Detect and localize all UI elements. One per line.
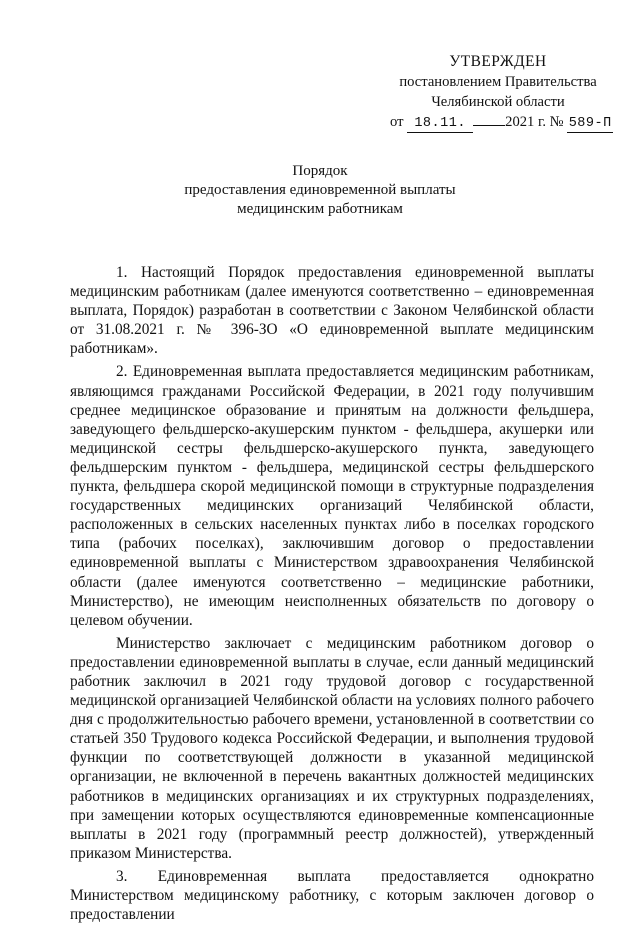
paragraph-4: 3. Единовременная выплата предоставляется однократно Министерством медицинскому работнику, с которым заключен договор о предоставлении [70, 867, 594, 924]
approval-line-government: постановлением Правительства [399, 74, 597, 90]
title-line-1: Порядок [292, 163, 348, 179]
document-title [120, 162, 520, 219]
title-line-2: предоставления единовременной выплаты [184, 182, 456, 198]
paragraph-3: Министерство заключает с медицинским работником договор о предоставлении единовременной выплаты в случае, если данный медицинский работник заключил в 2021 году трудовой договор с государственной медицинской организацией Челябинской области на условиях полного рабочего дня с продолжительностью рабочего времени, установленной в соответствии со статьей 350 Трудового кодекса Российской Федерации, и выполнения трудовой функции по соответствующей должности в указанной медицинской организации, не включенной в перечень вакантных должностей медицинских работников в медицинских организациях и их структурных подразделениях, при замещении которых осуществляются единовременные компенсационные выплаты в 2021 году (программный реестр должностей), утвержденный приказом Министерства. [70, 634, 594, 862]
year-and-number-label: 2021 г. № [505, 114, 564, 130]
paragraph-1: 1. Настоящий Порядок предоставления единовременной выплаты медицинским работникам (далее именуются соответственно – единовременная выплата, Порядок) разработан в соответствии с Законом Челябинской области от 31.08.2021 г. № 396-ЗО «О единовременной выплате медицинским работникам». [70, 264, 594, 358]
approval-dateline [390, 112, 612, 133]
approval-heading: УТВЕРЖДЕН [449, 53, 547, 70]
approval-stamp [390, 52, 612, 133]
title-line-3: медицинским работникам [237, 201, 403, 217]
approval-date: 18.11. [407, 116, 473, 133]
approval-number: 589-П [568, 116, 612, 131]
date-blank [473, 125, 505, 126]
approval-line-region: Челябинской области [431, 94, 565, 110]
document-body [70, 263, 594, 928]
paragraph-2: 2. Единовременная выплата предоставляется медицинским работникам, являющимся гражданами Российской Федерации, в 2021 году получившим среднее медицинское образование и принятым на должности фельдшера, заведующего фельдшерско-акушерским пунктом - фельдшера, акушерки или медицинской сестры фельдшерско-акушерского пункта, заведующего фельдшерским пунктом - фельдшера, медицинской сестры фельдшерского пункта, фельдшера скорой медицинской помощи в структурные подразделения государственных медицинских организаций Челябинской области, расположенных в сельских населенных пунктах либо в поселках городского типа (рабочих поселках), заключившим договор о предоставлении единовременной выплаты с Министерством здравоохранения Челябинской области (далее именуются соответственно – медицинские работники, Министерство), не имеющим неисполненных обязательств по договору о целевом обучении. [70, 363, 594, 629]
date-prefix: от [390, 114, 404, 130]
